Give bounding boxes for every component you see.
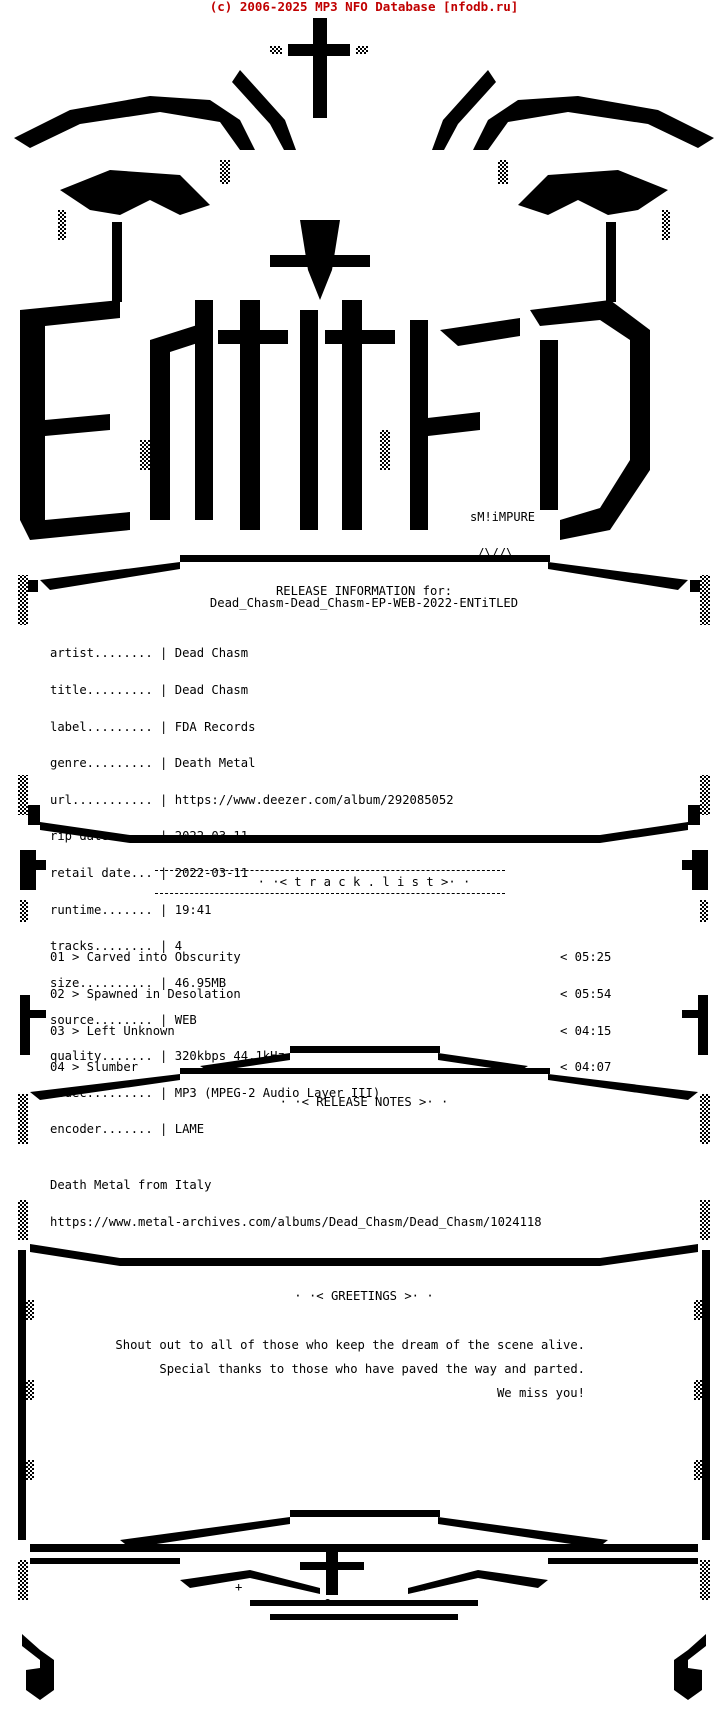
footer-ornament — [18, 1510, 710, 1700]
greetings-line: Shout out to all of those who keep the dream of the scene alive. — [115, 1338, 585, 1352]
info-line-genre: genre......... | Death Metal — [50, 756, 256, 771]
track-entry: 02 > Spawned in Desolation — [50, 987, 241, 1002]
info-line-tracks: tracks........ | 4 — [50, 939, 183, 954]
signature-name: sM!iMPURE — [470, 510, 536, 524]
info-line-size: size.......... | 46.95MB — [50, 975, 227, 990]
logo-signature — [470, 487, 535, 571]
greetings-line: Special thanks to those who have paved the way and parted. — [159, 1362, 585, 1376]
info-line-runtime: runtime....... | 19:41 — [50, 902, 212, 917]
footer-circle: o — [324, 1595, 332, 1609]
release-note-line: Death Metal from Italy — [50, 1178, 212, 1193]
signature-mark: ./\//\. — [470, 546, 521, 560]
info-line-encoder: encoder....... | LAME — [50, 1122, 205, 1137]
info-line-label: label......... | FDA Records — [50, 719, 256, 734]
release-name: Dead_Chasm-Dead_Chasm-EP-WEB-2022-ENTiTLED — [209, 596, 519, 610]
track-entry: 04 > Slumber — [50, 1060, 139, 1075]
track-duration: < 05:25 — [560, 950, 612, 965]
release-notes-body — [50, 1155, 542, 1240]
info-line-source: source........ | WEB — [50, 1012, 197, 1027]
info-line-rip-date: rip date...... | 2022-03-11 — [50, 829, 249, 844]
footer-plus-left: + — [235, 1580, 243, 1594]
info-line-quality: quality....... | 320kbps 44.1kHz — [50, 1049, 285, 1064]
entitled-logo — [14, 18, 714, 540]
tracklist-rule-bottom — [155, 893, 505, 894]
footer-plus-right: + — [421, 1580, 429, 1594]
tracklist-entries — [50, 927, 241, 1086]
track-duration: < 04:07 — [560, 1060, 612, 1075]
greetings-title: · ·< GREETINGS >· · — [294, 1289, 434, 1303]
nfodb-copyright-header: (c) 2006-2025 MP3 NFO Database [nfodb.ru] — [209, 0, 519, 14]
track-entry: 03 > Left Unknown — [50, 1023, 175, 1038]
release-notes-title: · ·< RELEASE NOTES >· · — [279, 1095, 449, 1109]
info-line-title: title......... | Dead Chasm — [50, 683, 249, 698]
info-line-codec: codec......... | MP3 (MPEG-2 Audio Layer III) — [50, 1085, 381, 1100]
greetings-line: We miss you! — [496, 1386, 585, 1400]
info-line-url: url........... | https://www.deezer.com/album/292085052 — [50, 792, 454, 807]
track-duration: < 05:54 — [560, 987, 612, 1002]
tracklist-durations — [560, 927, 611, 1086]
info-line-retail-date: retail date... | 2022-03-11 — [50, 866, 249, 881]
track-duration: < 04:15 — [560, 1023, 612, 1038]
tracklist-title: · ·< t r a c k . l i s t >· · — [257, 875, 471, 889]
release-note-url: https://www.metal-archives.com/albums/Dead_Chasm/Dead_Chasm/1024118 — [50, 1215, 542, 1230]
info-line-artist: artist........ | Dead Chasm — [50, 646, 249, 661]
tracklist-rule-top — [155, 870, 505, 871]
track-entry: 01 > Carved into Obscurity — [50, 950, 241, 965]
release-info-heading: RELEASE INFORMATION for: — [275, 584, 453, 598]
